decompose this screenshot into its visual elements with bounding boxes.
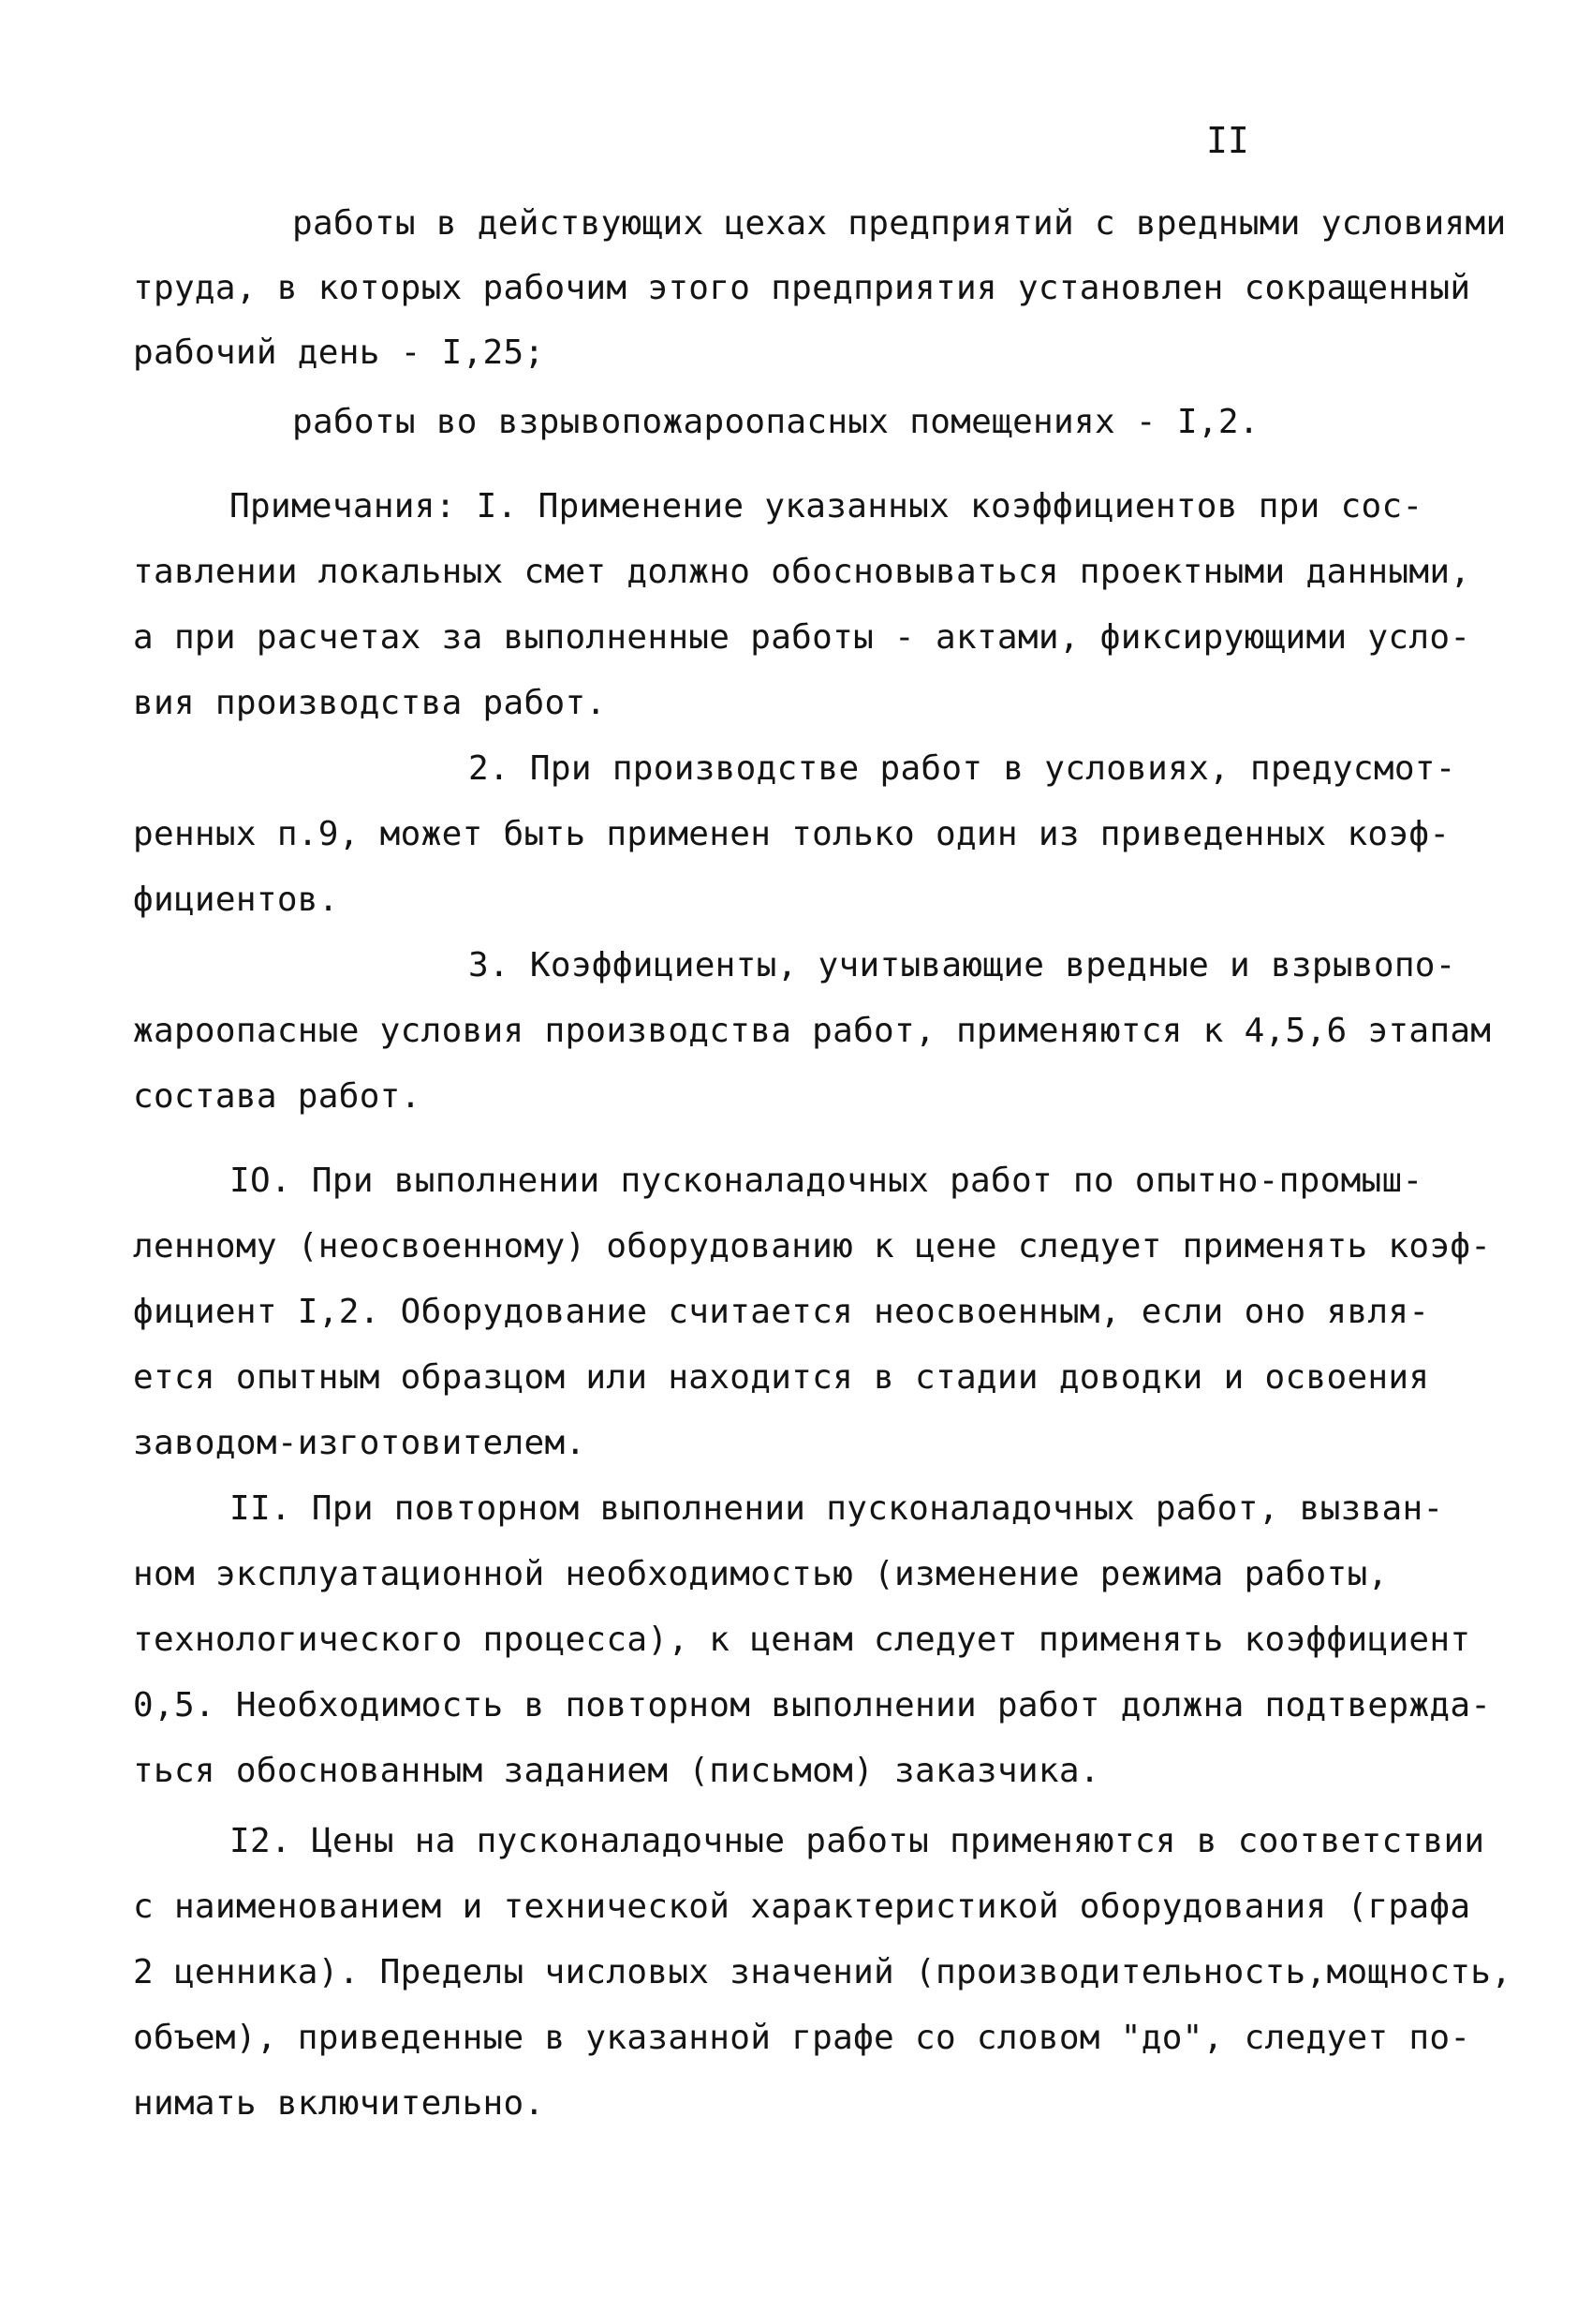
- text-line: объем), приведенные в указанной графе со словом "до", следует по-: [133, 2019, 1471, 2057]
- page-number: II: [1206, 120, 1249, 161]
- text-line: I2. Цены на пусконаладочные работы применяются в соответствии: [229, 1822, 1485, 1860]
- text-line: 2 ценника). Пределы числовых значений (производительность,мощность,: [133, 1953, 1512, 1991]
- text-line: заводом-изготовителем.: [133, 1424, 586, 1462]
- text-line: фициентов.: [133, 881, 339, 919]
- text-line: жароопасные условия производства работ, применяются к 4,5,6 этапам: [133, 1012, 1492, 1050]
- text-line: 3. Коэффициенты, учитывающие вредные и взрывопо-: [468, 946, 1456, 984]
- text-line: работы в действующих цехах предприятий с вредными условиями: [292, 204, 1507, 243]
- text-line: ренных п.9, может быть применен только один из приведенных коэф-: [133, 815, 1451, 853]
- text-line: 0,5. Необходимость в повторном выполнении работ должна подтвержда-: [133, 1686, 1492, 1724]
- text-line: 2. При производстве работ в условиях, предусмот-: [468, 749, 1456, 788]
- text-line: состава работ.: [133, 1077, 421, 1116]
- text-line: вия производства работ.: [133, 684, 607, 722]
- text-line: а при расчетах за выполненные работы - актами, фиксирующими усло-: [133, 618, 1471, 657]
- text-line: нимать включительно.: [133, 2084, 545, 2123]
- text-line: тавлении локальных смет должно обосновываться проектными данными,: [133, 553, 1471, 591]
- text-line: II. При повторном выполнении пусконаладочных работ, вызван-: [229, 1489, 1444, 1528]
- text-line: Примечания: I. Применение указанных коэффициентов при сос-: [229, 487, 1423, 525]
- text-line: работы во взрывопожароопасных помещениях - I,2.: [292, 403, 1260, 441]
- text-line: технологического процесса), к ценам следует применять коэффициент: [133, 1621, 1471, 1659]
- text-line: фициент I,2. Оборудование считается неосвоенным, если оно явля-: [133, 1293, 1430, 1331]
- text-line: ется опытным образцом или находится в стадии доводки и освоения: [133, 1358, 1430, 1397]
- text-line: ном эксплуатационной необходимостью (изменение режима работы,: [133, 1555, 1389, 1593]
- text-line: ленному (неосвоенному) оборудованию к цене следует применять коэф-: [133, 1227, 1492, 1266]
- text-line: труда, в которых рабочим этого предприятия установлен сокращенный: [133, 269, 1471, 307]
- text-line: IO. При выполнении пусконаладочных работ по опытно-промыш-: [229, 1162, 1423, 1200]
- text-line: рабочий день - I,25;: [133, 333, 545, 372]
- text-line: ться обоснованным заданием (письмом) заказчика.: [133, 1752, 1100, 1790]
- text-line: с наименованием и технической характеристикой оборудования (графа: [133, 1887, 1471, 1926]
